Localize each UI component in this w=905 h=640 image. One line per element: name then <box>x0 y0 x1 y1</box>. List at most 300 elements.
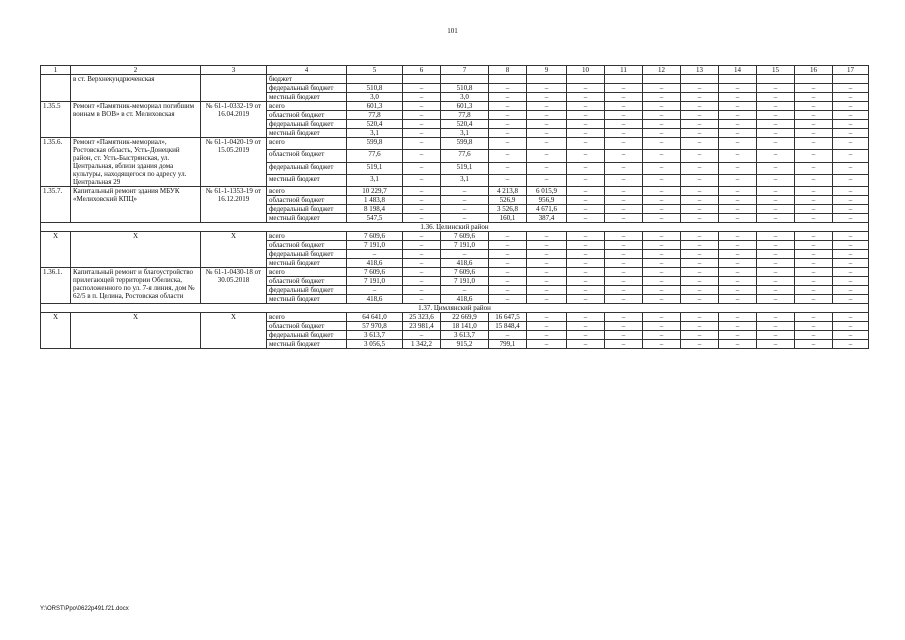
amount-cell: – <box>681 187 719 196</box>
column-header: 7 <box>441 66 489 75</box>
amount-cell: – <box>527 162 567 174</box>
amount-cell: – <box>795 187 833 196</box>
amount-cell: – <box>719 250 757 259</box>
amount-cell: – <box>681 313 719 322</box>
amount-cell: – <box>403 162 441 174</box>
amount-cell: – <box>833 241 869 250</box>
amount-cell: 7 191,0 <box>441 277 489 286</box>
amount-cell: 601,3 <box>347 102 403 111</box>
amount-cell: 25 323,6 <box>403 313 441 322</box>
amount-cell: – <box>527 340 567 349</box>
amount-cell: – <box>757 150 795 162</box>
amount-cell: 3,1 <box>347 174 403 186</box>
amount-cell: – <box>567 250 605 259</box>
header-row <box>41 66 869 75</box>
amount-cell: – <box>567 138 605 150</box>
amount-cell: 3 613,7 <box>347 331 403 340</box>
amount-cell: – <box>643 259 681 268</box>
amount-cell: – <box>527 93 567 102</box>
funding-source: областной бюджет <box>267 241 347 250</box>
funding-source: всего <box>267 268 347 277</box>
amount-cell: 7 191,0 <box>441 241 489 250</box>
amount-cell <box>833 75 869 84</box>
amount-cell: – <box>757 322 795 331</box>
amount-cell: – <box>403 241 441 250</box>
amount-cell: – <box>795 205 833 214</box>
amount-cell: – <box>567 129 605 138</box>
amount-cell: – <box>681 259 719 268</box>
object-name: X <box>71 313 201 349</box>
amount-cell: – <box>403 187 441 196</box>
amount-cell: 520,4 <box>347 120 403 129</box>
amount-cell: – <box>403 111 441 120</box>
amount-cell: – <box>795 232 833 241</box>
amount-cell: 7 609,6 <box>347 268 403 277</box>
amount-cell: – <box>527 286 567 295</box>
amount-cell: 418,6 <box>347 295 403 304</box>
amount-cell: 3,0 <box>441 93 489 102</box>
amount-cell: – <box>681 162 719 174</box>
amount-cell: – <box>643 150 681 162</box>
amount-cell: – <box>681 241 719 250</box>
amount-cell: 418,6 <box>441 295 489 304</box>
amount-cell: – <box>719 129 757 138</box>
amount-cell: – <box>441 250 489 259</box>
amount-cell: 77,8 <box>441 111 489 120</box>
amount-cell: – <box>605 295 643 304</box>
amount-cell <box>567 75 605 84</box>
amount-cell: – <box>643 295 681 304</box>
amount-cell: – <box>527 241 567 250</box>
amount-cell: – <box>681 196 719 205</box>
amount-cell: – <box>719 93 757 102</box>
section-title: 1.37. Цимлянский район <box>41 304 869 313</box>
amount-cell <box>757 75 795 84</box>
funding-source: федеральный бюджет <box>267 120 347 129</box>
amount-cell: – <box>681 322 719 331</box>
amount-cell: – <box>567 196 605 205</box>
amount-cell: – <box>643 286 681 295</box>
column-header: 11 <box>605 66 643 75</box>
amount-cell: – <box>605 205 643 214</box>
amount-cell: 3 056,5 <box>347 340 403 349</box>
amount-cell: 7 191,0 <box>347 241 403 250</box>
amount-cell: – <box>441 187 489 196</box>
amount-cell: – <box>795 150 833 162</box>
amount-cell: – <box>605 84 643 93</box>
table-row <box>41 75 869 84</box>
amount-cell: – <box>403 295 441 304</box>
amount-cell: – <box>833 129 869 138</box>
amount-cell: – <box>567 111 605 120</box>
amount-cell: – <box>719 187 757 196</box>
amount-cell: – <box>403 138 441 150</box>
funding-source: всего <box>267 232 347 241</box>
amount-cell: – <box>719 214 757 223</box>
amount-cell: 601,3 <box>441 102 489 111</box>
amount-cell: – <box>605 259 643 268</box>
amount-cell: – <box>403 205 441 214</box>
funding-source: федеральный бюджет <box>267 84 347 93</box>
amount-cell: – <box>527 129 567 138</box>
amount-cell: 57 970,8 <box>347 322 403 331</box>
amount-cell: – <box>757 250 795 259</box>
column-header: 3 <box>201 66 267 75</box>
amount-cell: – <box>403 259 441 268</box>
amount-cell: – <box>605 150 643 162</box>
table-row <box>41 232 869 241</box>
amount-cell: – <box>833 196 869 205</box>
amount-cell: – <box>527 250 567 259</box>
amount-cell: – <box>757 331 795 340</box>
amount-cell: – <box>527 313 567 322</box>
funding-source: федеральный бюджет <box>267 286 347 295</box>
amount-cell: – <box>795 120 833 129</box>
amount-cell: – <box>567 268 605 277</box>
amount-cell: – <box>643 277 681 286</box>
amount-cell: – <box>795 84 833 93</box>
amount-cell: 3,1 <box>441 129 489 138</box>
amount-cell: – <box>795 162 833 174</box>
funding-source: местный бюджет <box>267 214 347 223</box>
amount-cell: – <box>757 268 795 277</box>
amount-cell: – <box>489 241 527 250</box>
amount-cell: – <box>681 93 719 102</box>
amount-cell <box>347 75 403 84</box>
amount-cell: – <box>567 340 605 349</box>
amount-cell: – <box>681 120 719 129</box>
amount-cell: – <box>605 286 643 295</box>
funding-source: федеральный бюджет <box>267 331 347 340</box>
funding-source: всего <box>267 187 347 196</box>
amount-cell: – <box>795 102 833 111</box>
amount-cell: 7 609,6 <box>441 232 489 241</box>
amount-cell: – <box>527 138 567 150</box>
amount-cell: – <box>681 214 719 223</box>
item-number: 1.36.1. <box>41 268 71 304</box>
amount-cell <box>403 75 441 84</box>
amount-cell: – <box>757 174 795 186</box>
amount-cell: – <box>527 277 567 286</box>
amount-cell: – <box>567 93 605 102</box>
table-row <box>41 268 869 277</box>
amount-cell: – <box>719 268 757 277</box>
budget-table <box>40 65 869 349</box>
amount-cell: – <box>719 232 757 241</box>
amount-cell: – <box>795 111 833 120</box>
amount-cell: – <box>403 268 441 277</box>
object-name: Капитальный ремонт и благоустройство прилегающей территории Обелиска, расположенного по ул. 7-я линия, дом № 62/5 в п. Целина, Ростовская области <box>71 268 201 304</box>
amount-cell: – <box>757 162 795 174</box>
amount-cell: – <box>719 340 757 349</box>
amount-cell: – <box>719 295 757 304</box>
amount-cell: – <box>441 205 489 214</box>
item-number <box>41 75 71 102</box>
amount-cell: – <box>681 295 719 304</box>
amount-cell: – <box>833 93 869 102</box>
amount-cell: – <box>719 196 757 205</box>
amount-cell <box>643 75 681 84</box>
amount-cell: – <box>567 277 605 286</box>
object-name: Ремонт «Памятник-мемориал», Ростовская область, Усть-Донецкий район, ст. Усть-Быстрянская, ул. Центральная, вблизи здания дома культуры, находящегося по адресу ул. Центральная 29 <box>71 138 201 187</box>
amount-cell: – <box>795 331 833 340</box>
amount-cell: 3 526,8 <box>489 205 527 214</box>
amount-cell: – <box>719 111 757 120</box>
amount-cell: – <box>795 313 833 322</box>
amount-cell: – <box>489 138 527 150</box>
amount-cell: – <box>527 150 567 162</box>
amount-cell: – <box>795 129 833 138</box>
amount-cell: – <box>489 102 527 111</box>
amount-cell: 77,8 <box>347 111 403 120</box>
table-row <box>41 313 869 322</box>
amount-cell: – <box>567 214 605 223</box>
amount-cell: – <box>605 120 643 129</box>
amount-cell: 3,1 <box>441 174 489 186</box>
document-reference: № 61-1-0420-19 от 15.05.2019 <box>201 138 267 187</box>
amount-cell: 510,8 <box>441 84 489 93</box>
amount-cell: – <box>403 250 441 259</box>
amount-cell: – <box>567 313 605 322</box>
amount-cell: – <box>833 259 869 268</box>
amount-cell: – <box>833 162 869 174</box>
amount-cell: – <box>757 129 795 138</box>
amount-cell: – <box>527 268 567 277</box>
item-number: X <box>41 313 71 349</box>
amount-cell: 77,6 <box>441 150 489 162</box>
amount-cell: – <box>833 331 869 340</box>
funding-source: всего <box>267 102 347 111</box>
amount-cell: – <box>643 214 681 223</box>
amount-cell: – <box>527 174 567 186</box>
amount-cell: – <box>681 111 719 120</box>
amount-cell: – <box>795 241 833 250</box>
amount-cell: 4 213,8 <box>489 187 527 196</box>
amount-cell: – <box>567 331 605 340</box>
amount-cell: – <box>833 295 869 304</box>
amount-cell: – <box>643 129 681 138</box>
amount-cell: – <box>795 286 833 295</box>
column-header: 6 <box>403 66 441 75</box>
amount-cell: – <box>833 138 869 150</box>
amount-cell: – <box>833 120 869 129</box>
amount-cell: – <box>681 331 719 340</box>
amount-cell: – <box>795 268 833 277</box>
amount-cell: 519,1 <box>347 162 403 174</box>
column-header: 2 <box>71 66 201 75</box>
amount-cell: – <box>719 138 757 150</box>
amount-cell: – <box>643 322 681 331</box>
amount-cell: – <box>489 259 527 268</box>
amount-cell: – <box>719 174 757 186</box>
amount-cell: – <box>795 340 833 349</box>
amount-cell: – <box>567 286 605 295</box>
amount-cell: 3,1 <box>347 129 403 138</box>
amount-cell: 915,2 <box>441 340 489 349</box>
amount-cell: – <box>605 174 643 186</box>
amount-cell: – <box>757 102 795 111</box>
amount-cell: – <box>403 129 441 138</box>
table-row <box>41 102 869 111</box>
amount-cell: – <box>681 129 719 138</box>
funding-source: областной бюджет <box>267 277 347 286</box>
amount-cell: – <box>757 214 795 223</box>
column-header: 4 <box>267 66 347 75</box>
amount-cell: – <box>757 84 795 93</box>
amount-cell: – <box>567 174 605 186</box>
amount-cell: – <box>489 129 527 138</box>
amount-cell: – <box>605 232 643 241</box>
amount-cell: – <box>795 214 833 223</box>
document-reference: № 61-1-0332-19 от 16.04.2019 <box>201 102 267 138</box>
amount-cell: – <box>757 111 795 120</box>
amount-cell: – <box>643 331 681 340</box>
amount-cell: – <box>719 277 757 286</box>
document-reference: № 61-1-0430-18 от 30.05.2018 <box>201 268 267 304</box>
amount-cell: 7 609,6 <box>441 268 489 277</box>
amount-cell: – <box>795 295 833 304</box>
amount-cell: – <box>681 102 719 111</box>
amount-cell <box>605 75 643 84</box>
amount-cell: 77,6 <box>347 150 403 162</box>
amount-cell: – <box>605 331 643 340</box>
amount-cell: – <box>643 162 681 174</box>
amount-cell: 15 848,4 <box>489 322 527 331</box>
funding-source: федеральный бюджет <box>267 205 347 214</box>
amount-cell: – <box>403 102 441 111</box>
amount-cell: – <box>795 93 833 102</box>
amount-cell: 64 641,0 <box>347 313 403 322</box>
amount-cell: – <box>719 331 757 340</box>
amount-cell: – <box>403 196 441 205</box>
amount-cell: – <box>719 205 757 214</box>
amount-cell: 956,9 <box>527 196 567 205</box>
amount-cell: – <box>441 286 489 295</box>
amount-cell: – <box>403 214 441 223</box>
amount-cell: – <box>795 196 833 205</box>
amount-cell: – <box>403 174 441 186</box>
item-number: 1.35.7. <box>41 187 71 223</box>
amount-cell: – <box>489 232 527 241</box>
amount-cell: – <box>719 241 757 250</box>
amount-cell: – <box>489 250 527 259</box>
amount-cell: – <box>757 313 795 322</box>
amount-cell: – <box>719 286 757 295</box>
amount-cell: – <box>527 322 567 331</box>
amount-cell <box>441 75 489 84</box>
document-reference: № 61-1-1353-19 от 16.12.2019 <box>201 187 267 223</box>
document-reference <box>201 75 267 102</box>
amount-cell: – <box>643 250 681 259</box>
funding-source: местный бюджет <box>267 174 347 186</box>
amount-cell: 599,8 <box>441 138 489 150</box>
funding-source: местный бюджет <box>267 295 347 304</box>
amount-cell: – <box>795 250 833 259</box>
amount-cell: – <box>643 102 681 111</box>
amount-cell: – <box>605 313 643 322</box>
amount-cell: – <box>643 340 681 349</box>
amount-cell: – <box>719 259 757 268</box>
column-header: 9 <box>527 66 567 75</box>
column-header: 15 <box>757 66 795 75</box>
amount-cell: – <box>719 102 757 111</box>
column-header: 14 <box>719 66 757 75</box>
amount-cell: – <box>567 84 605 93</box>
funding-source: федеральный бюджет <box>267 162 347 174</box>
item-number: 1.35.5 <box>41 102 71 138</box>
amount-cell: – <box>347 250 403 259</box>
amount-cell: – <box>403 331 441 340</box>
amount-cell: – <box>605 93 643 102</box>
amount-cell: – <box>527 331 567 340</box>
amount-cell: – <box>757 187 795 196</box>
amount-cell: – <box>489 277 527 286</box>
table-row <box>41 138 869 150</box>
amount-cell: 418,6 <box>347 259 403 268</box>
amount-cell: – <box>757 259 795 268</box>
amount-cell: – <box>833 174 869 186</box>
amount-cell: – <box>605 129 643 138</box>
document-reference: X <box>201 313 267 349</box>
amount-cell: – <box>605 196 643 205</box>
table-row <box>41 187 869 196</box>
amount-cell: – <box>567 241 605 250</box>
amount-cell: – <box>833 277 869 286</box>
amount-cell: – <box>681 205 719 214</box>
amount-cell <box>527 75 567 84</box>
amount-cell: – <box>681 138 719 150</box>
amount-cell: – <box>757 277 795 286</box>
amount-cell: – <box>567 150 605 162</box>
amount-cell: 520,4 <box>441 120 489 129</box>
column-header: 10 <box>567 66 605 75</box>
amount-cell: – <box>719 120 757 129</box>
amount-cell: – <box>567 259 605 268</box>
amount-cell: – <box>489 84 527 93</box>
amount-cell: – <box>643 268 681 277</box>
amount-cell: 8 198,4 <box>347 205 403 214</box>
amount-cell <box>489 75 527 84</box>
amount-cell: 387,4 <box>527 214 567 223</box>
amount-cell: – <box>643 84 681 93</box>
amount-cell: 1 342,2 <box>403 340 441 349</box>
amount-cell: – <box>527 259 567 268</box>
amount-cell: – <box>605 322 643 331</box>
amount-cell: – <box>757 93 795 102</box>
amount-cell: – <box>833 214 869 223</box>
amount-cell: 3,0 <box>347 93 403 102</box>
amount-cell: – <box>643 111 681 120</box>
funding-source: всего <box>267 138 347 150</box>
amount-cell: 7 191,0 <box>347 277 403 286</box>
amount-cell: – <box>605 102 643 111</box>
section-row <box>41 304 869 313</box>
file-path-footer: Y:\ORST\Ppo\0622p491.f21.docx <box>40 606 129 612</box>
amount-cell: – <box>567 295 605 304</box>
amount-cell: 3 613,7 <box>441 331 489 340</box>
amount-cell: – <box>403 93 441 102</box>
amount-cell: – <box>833 286 869 295</box>
amount-cell: – <box>605 187 643 196</box>
amount-cell: – <box>441 196 489 205</box>
amount-cell: – <box>489 150 527 162</box>
amount-cell: – <box>567 162 605 174</box>
amount-cell: – <box>757 138 795 150</box>
amount-cell: – <box>795 174 833 186</box>
amount-cell: – <box>681 84 719 93</box>
amount-cell: – <box>833 268 869 277</box>
amount-cell: – <box>567 187 605 196</box>
